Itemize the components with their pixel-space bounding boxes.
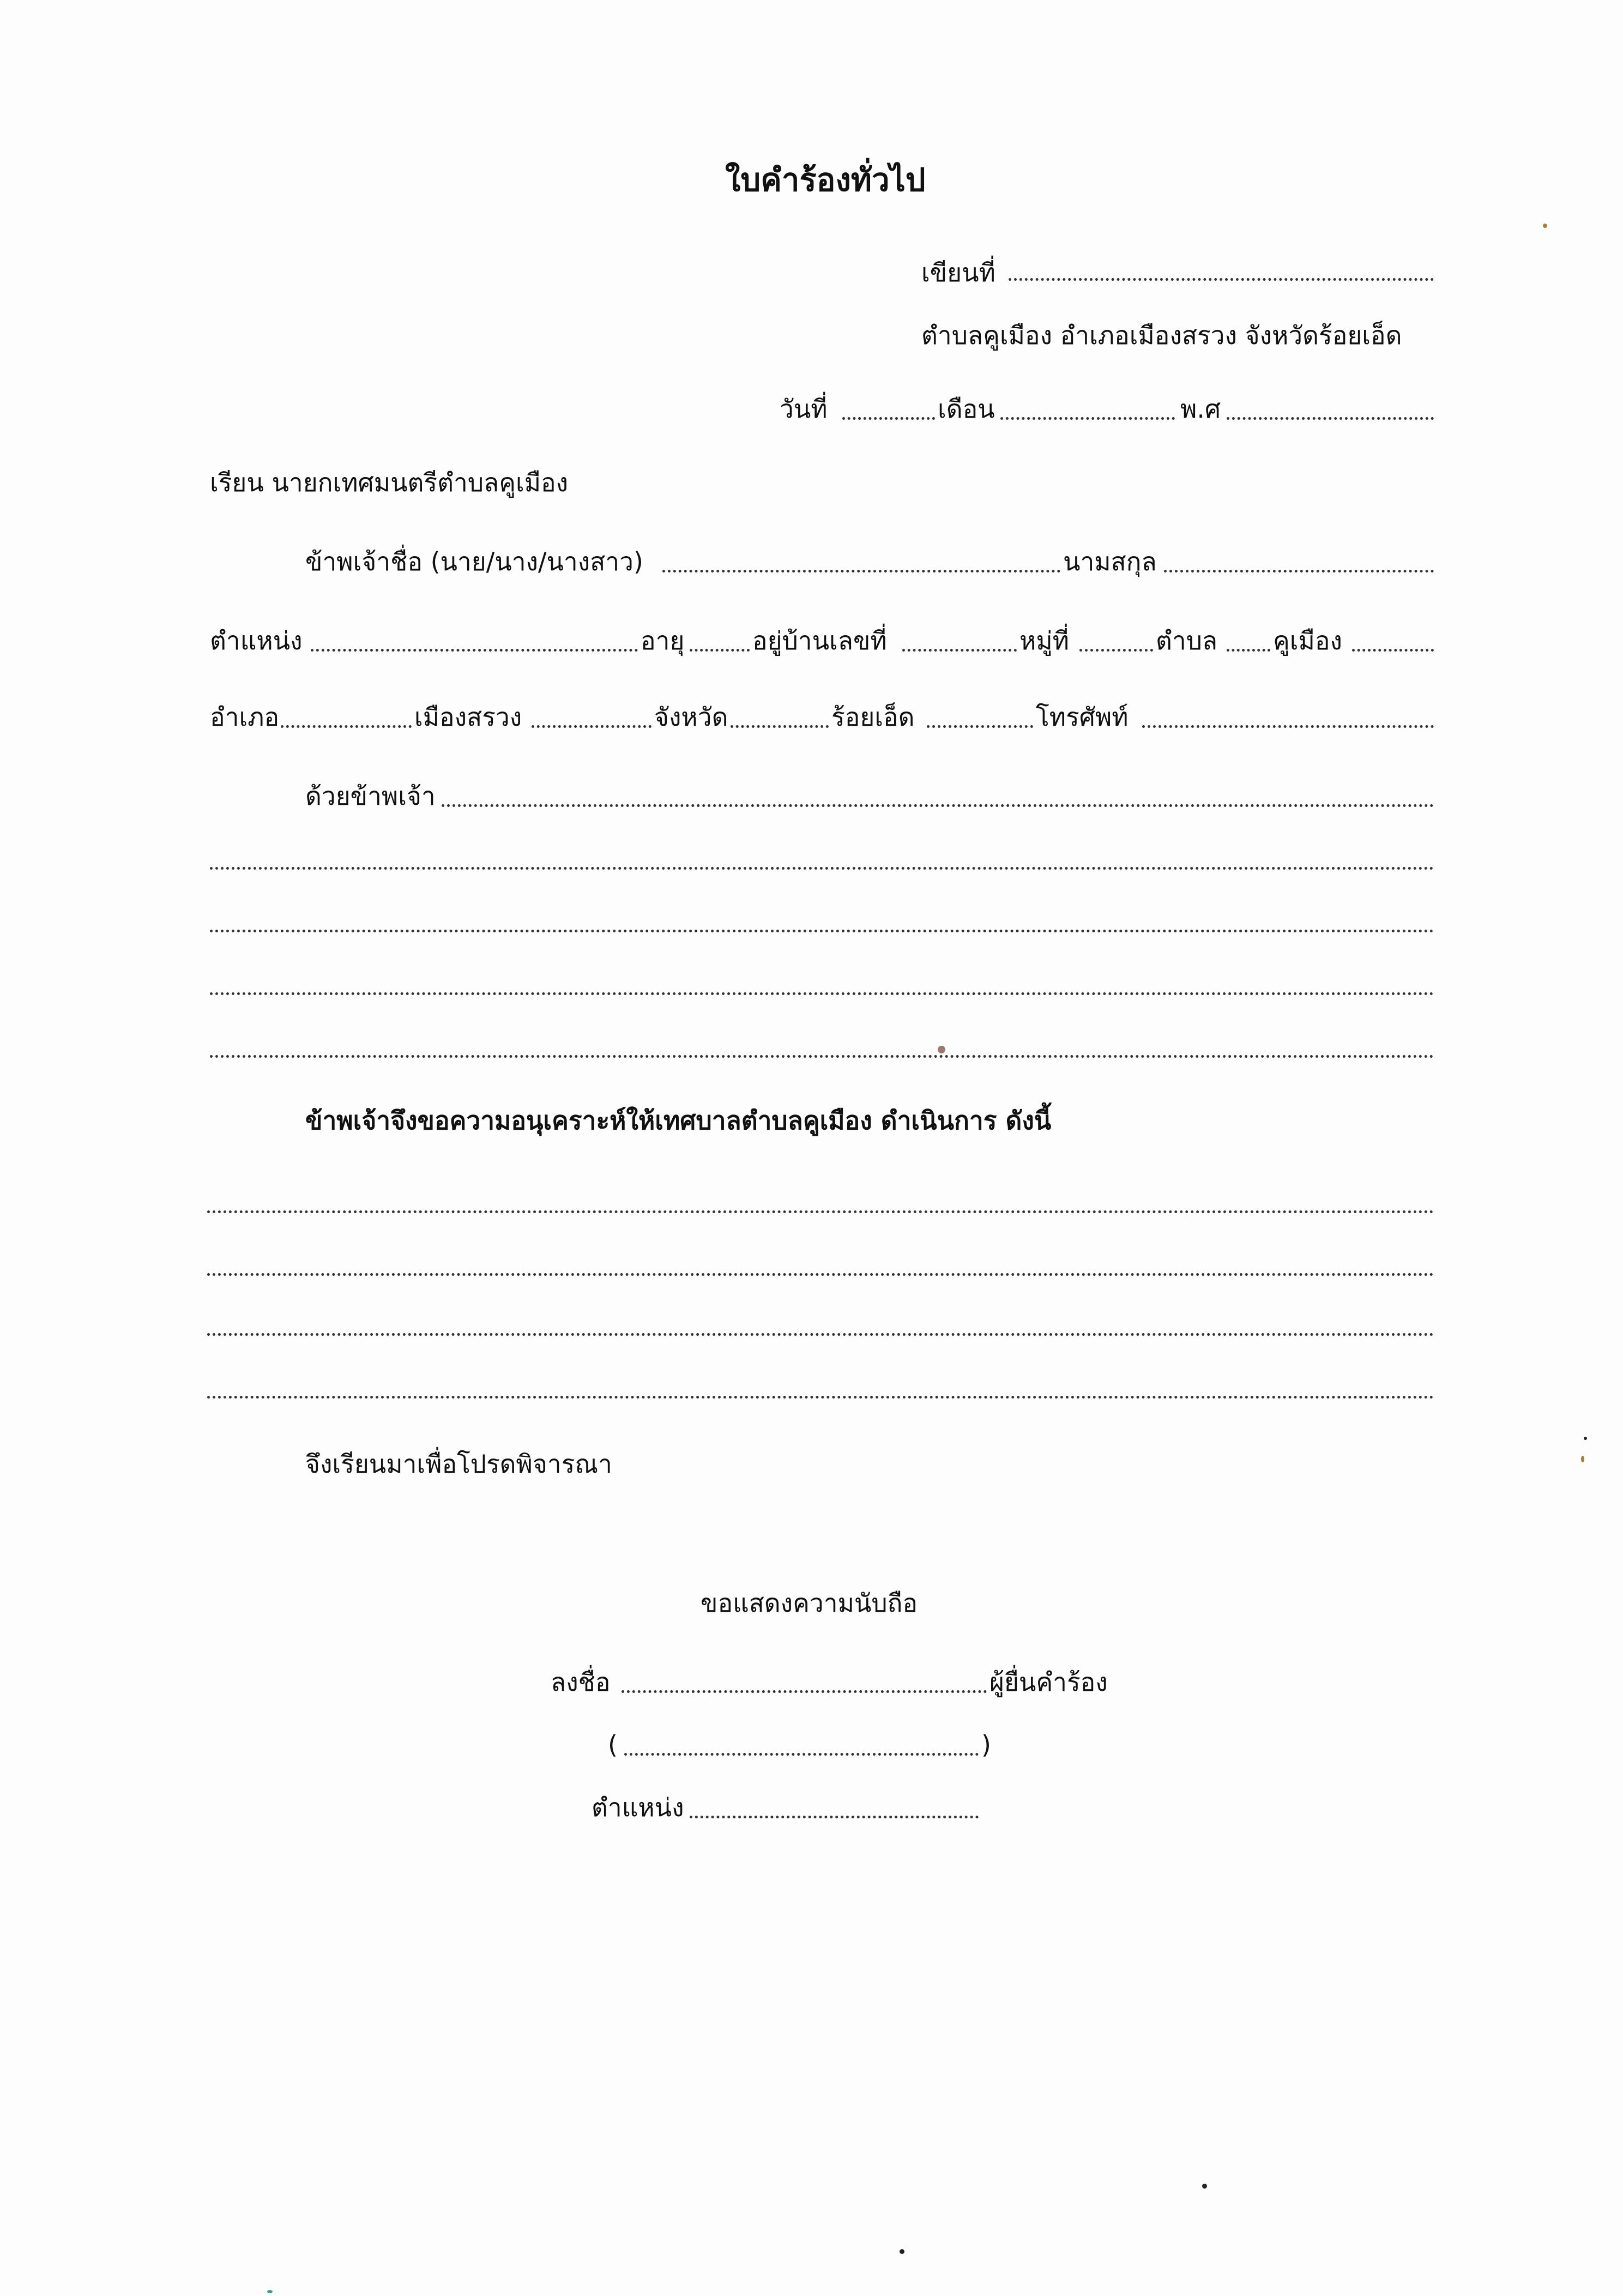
scan-speck bbox=[1581, 1456, 1584, 1462]
signer-position-label: ตำแหน่ง bbox=[592, 1793, 684, 1822]
tambon-value: คูเมือง bbox=[1273, 626, 1342, 655]
applicant-surname-label: นามสกุล bbox=[1063, 547, 1157, 576]
because-field-line-3[interactable] bbox=[210, 930, 1434, 932]
date-day-label: วันที่ bbox=[780, 394, 828, 424]
request-field-line-1[interactable] bbox=[207, 1210, 1434, 1213]
closing-text: จึงเรียนมาเพื่อโปรดพิจารณา bbox=[305, 1449, 612, 1479]
scan-speck bbox=[267, 2290, 273, 2293]
amphoe-label: อำเภอ bbox=[210, 702, 280, 732]
paren-open: ( bbox=[608, 1730, 618, 1759]
phone-field[interactable] bbox=[1142, 725, 1434, 728]
date-day-field[interactable] bbox=[842, 417, 935, 420]
because-label: ด้วยข้าพเจ้า bbox=[305, 781, 436, 811]
date-month-field[interactable] bbox=[1000, 417, 1175, 420]
request-statement: ข้าพเจ้าจึงขอความอนุเคราะห์ให้เทศบาลตำบลคูเมือง ดำเนินการ ดังนี้ bbox=[305, 1106, 1052, 1135]
position-field[interactable] bbox=[311, 649, 638, 652]
moo-field[interactable] bbox=[1079, 649, 1153, 652]
position-label: ตำแหน่ง bbox=[210, 626, 303, 655]
house-no-label: อยู่บ้านเลขที่ bbox=[752, 626, 887, 655]
applicant-name-label: ข้าพเจ้าชื่อ (นาย/นาง/นางสาว) bbox=[305, 547, 643, 576]
because-field-line-1[interactable] bbox=[442, 804, 1434, 807]
request-field-line-2[interactable] bbox=[207, 1273, 1434, 1276]
applicant-label: ผู้ยื่นคำร้อง bbox=[990, 1667, 1108, 1697]
age-field[interactable] bbox=[690, 649, 750, 652]
tambon-prefill-dots[interactable] bbox=[1227, 649, 1270, 652]
request-field-line-3[interactable] bbox=[207, 1333, 1434, 1336]
because-field-line-2[interactable] bbox=[210, 867, 1434, 870]
amphoe-prefill-dots[interactable] bbox=[281, 725, 412, 728]
amphoe-field[interactable] bbox=[532, 725, 651, 728]
request-field-line-4[interactable] bbox=[207, 1396, 1434, 1399]
scan-speck bbox=[1543, 224, 1547, 228]
date-month-label: เดือน bbox=[938, 394, 995, 424]
written-at-label: เขียนที่ bbox=[921, 258, 995, 287]
form-title: ใบคำร้องทั่วไป bbox=[725, 161, 926, 198]
age-label: อายุ bbox=[641, 626, 685, 655]
because-field-line-5[interactable] bbox=[210, 1055, 1434, 1058]
phone-label: โทรศัพท์ bbox=[1036, 702, 1129, 732]
respect-text: ขอแสดงความนับถือ bbox=[701, 1588, 918, 1618]
house-no-field[interactable] bbox=[902, 649, 1017, 652]
salutation: เรียน นายกเทศมนตรีตำบลคูเมือง bbox=[210, 468, 569, 497]
date-year-label: พ.ศ bbox=[1180, 394, 1221, 424]
amphoe-value: เมืองสรวง bbox=[414, 702, 522, 732]
applicant-name-field[interactable] bbox=[662, 570, 1060, 573]
scan-speck bbox=[900, 2249, 904, 2254]
province-label: จังหวัด bbox=[654, 702, 728, 732]
written-at-field[interactable] bbox=[1009, 278, 1434, 281]
scan-speck bbox=[1584, 1437, 1587, 1440]
paren-close: ) bbox=[981, 1730, 991, 1759]
province-prefill-dots[interactable] bbox=[731, 725, 829, 728]
sign-label: ลงชื่อ bbox=[551, 1667, 611, 1697]
province-value: ร้อยเอ็ด bbox=[831, 702, 915, 732]
printed-name-field[interactable] bbox=[624, 1753, 979, 1756]
scan-speck bbox=[938, 1046, 945, 1053]
date-year-field[interactable] bbox=[1227, 417, 1434, 420]
moo-label: หมู่ที่ bbox=[1019, 626, 1069, 655]
applicant-surname-field[interactable] bbox=[1164, 570, 1434, 573]
province-field[interactable] bbox=[927, 725, 1033, 728]
signer-position-field[interactable] bbox=[690, 1816, 979, 1818]
signature-field[interactable] bbox=[622, 1690, 987, 1693]
tambon-field[interactable] bbox=[1352, 649, 1434, 652]
tambon-label: ตำบล bbox=[1156, 626, 1218, 655]
because-field-line-4[interactable] bbox=[210, 992, 1434, 995]
address-line: ตำบลคูเมือง อำเภอเมืองสรวง จังหวัดร้อยเอ็ด bbox=[921, 321, 1402, 350]
scan-speck bbox=[1202, 2184, 1207, 2189]
